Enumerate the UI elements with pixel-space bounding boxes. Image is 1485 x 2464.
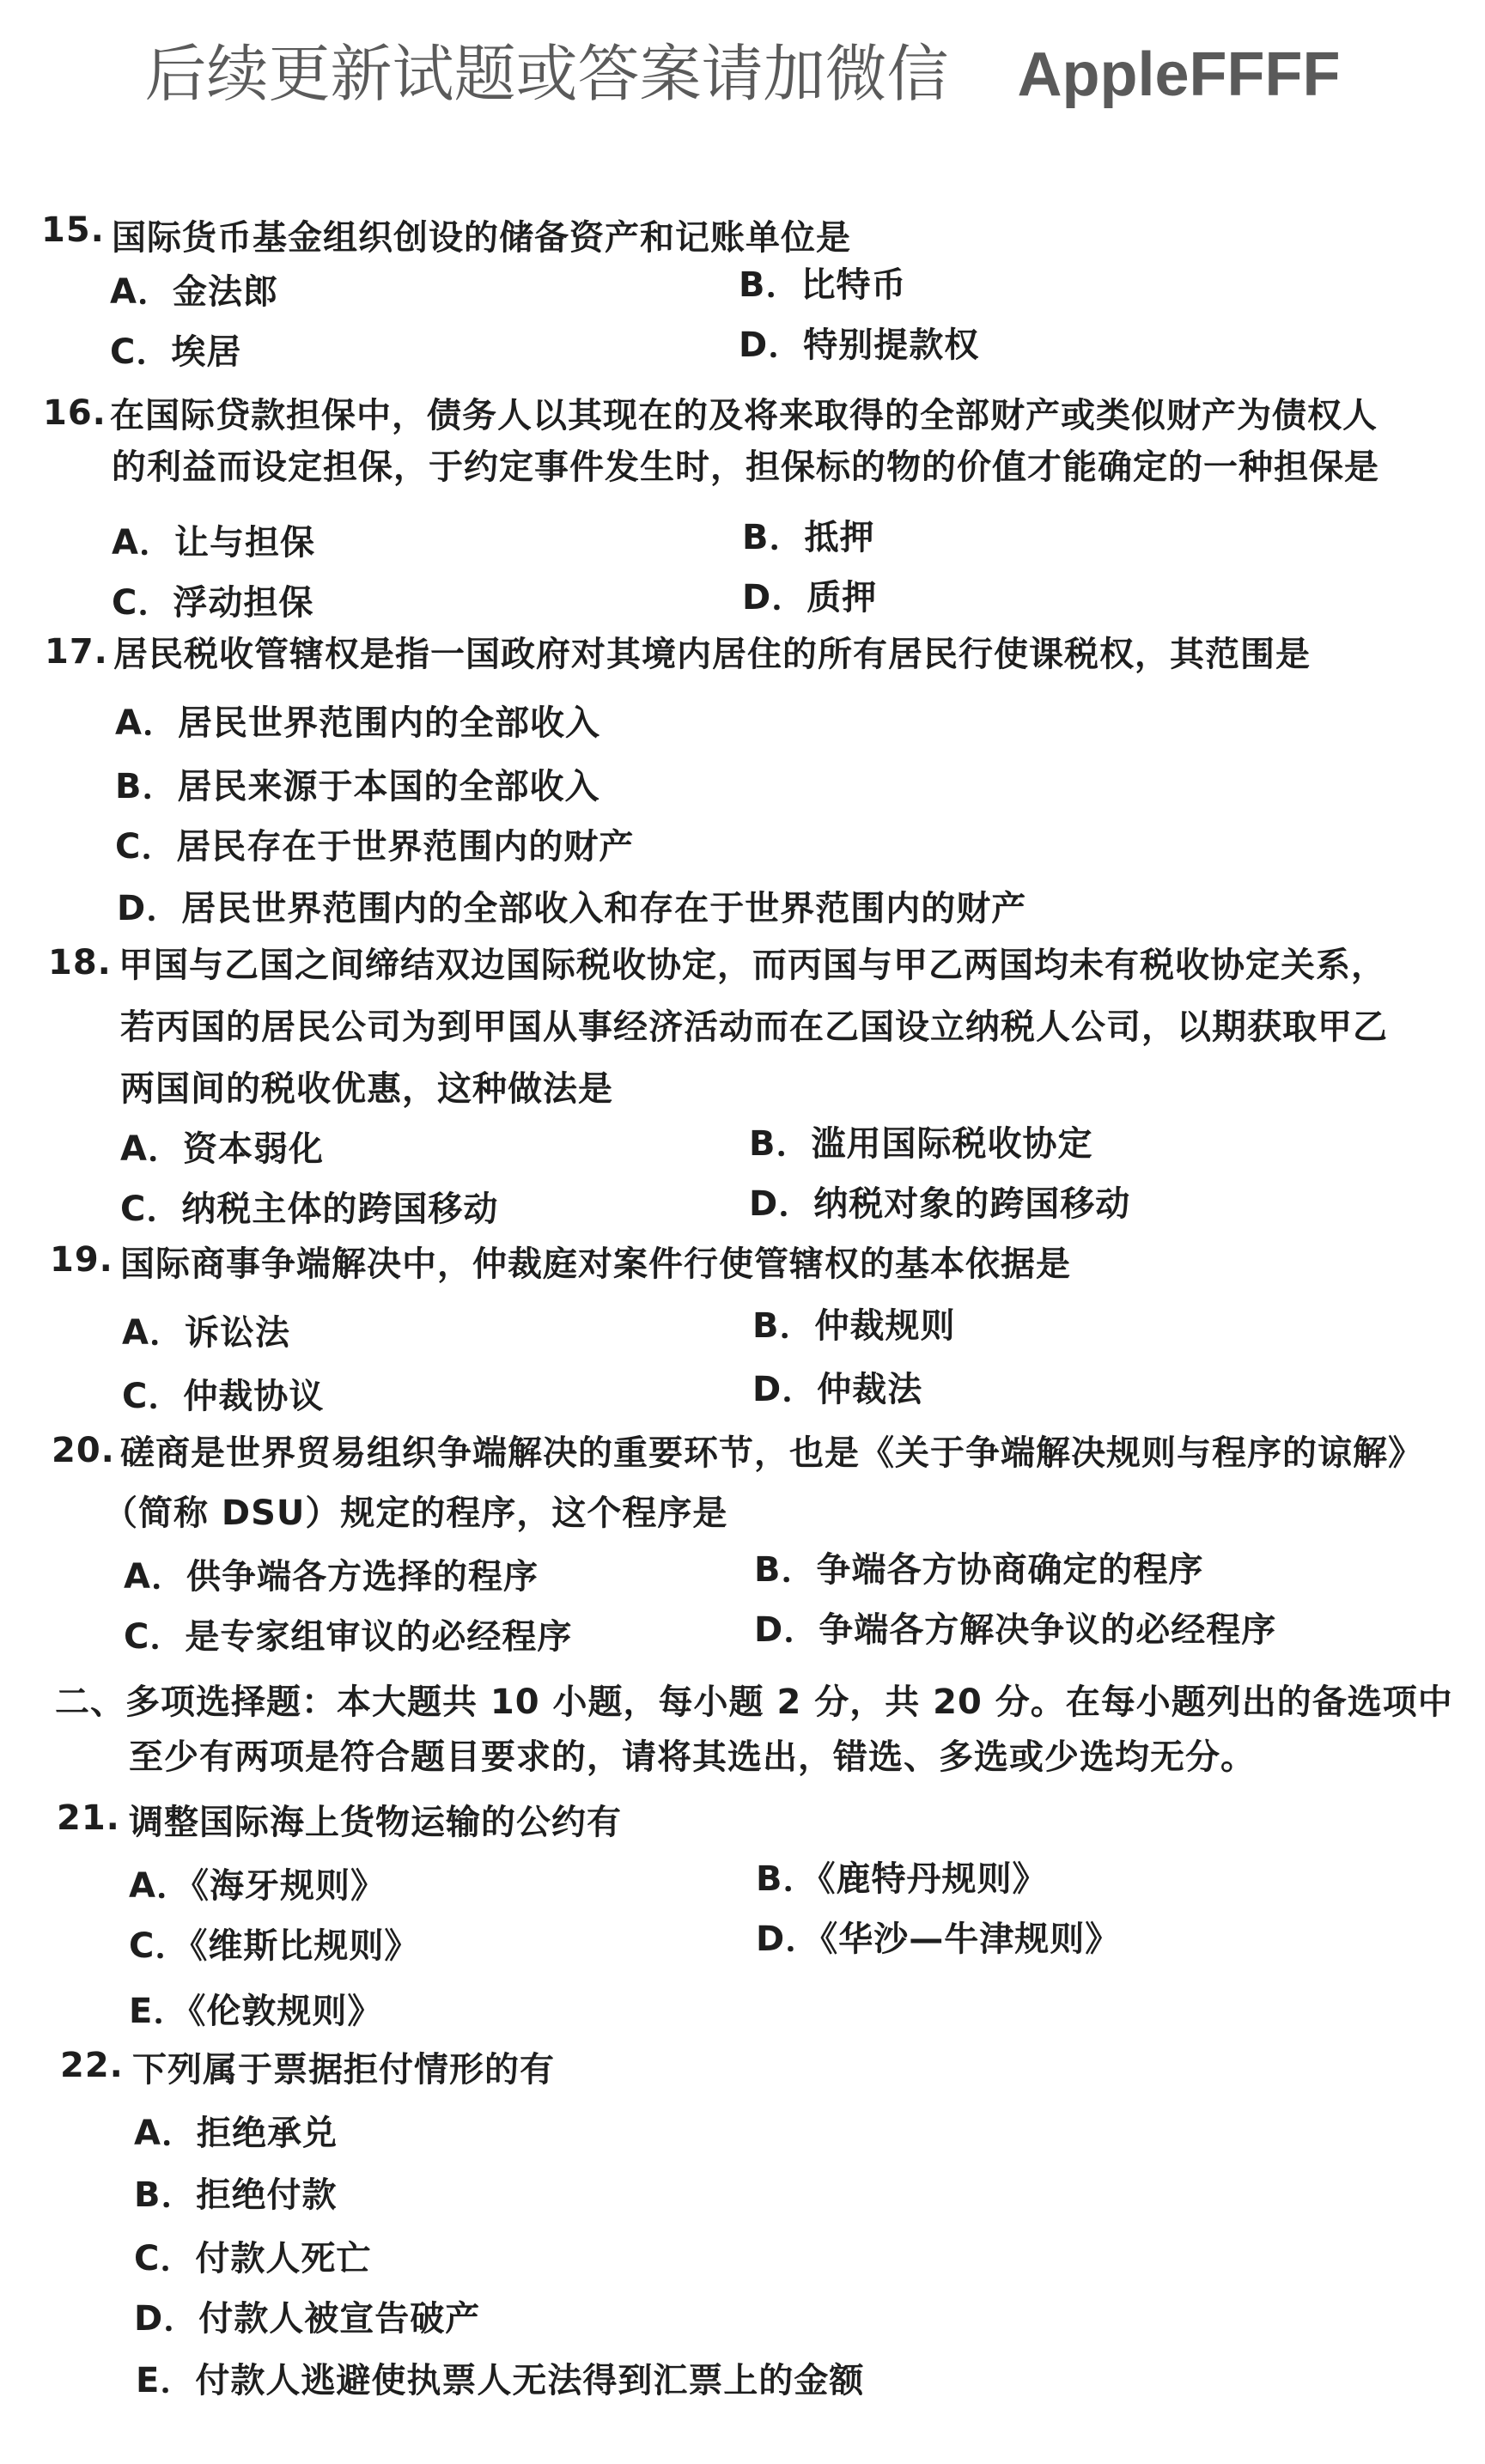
section-instruction: 至少有两项是符合题目要求的，请将其选出，错选、多选或少选均无分。	[129, 1737, 1256, 1777]
question-number: 20.	[52, 1431, 115, 1470]
option: D．质押	[742, 578, 878, 618]
question-stem: 若丙国的居民公司为到甲国从事经济活动而在乙国设立纳税人公司，以期获取甲乙	[120, 1007, 1388, 1047]
option: C．《维斯比规则》	[129, 1926, 420, 1966]
question-number: 21.	[57, 1798, 120, 1838]
option: B．仲裁规则	[752, 1306, 956, 1346]
question-stem: 居民税收管辖权是指一国政府对其境内居住的所有居民行使课税权，其范围是	[113, 635, 1311, 674]
option: D．《华沙—牛津规则》	[756, 1919, 1121, 1959]
banner-wechat-id: AppleFFFF	[1017, 40, 1341, 109]
question-stem: 两国间的税收优惠，这种做法是	[120, 1069, 613, 1109]
banner-text: 后续更新试题或答案请加微信	[144, 38, 949, 110]
question-stem: 在国际贷款担保中，债务人以其现在的及将来取得的全部财产或类似财产为债权人	[110, 396, 1378, 435]
option: D．特别提款权	[739, 325, 980, 365]
option: D．付款人被宣告破产	[134, 2299, 481, 2339]
option: B．抵押	[742, 518, 875, 557]
question-stem: 国际货币基金组织创设的储备资产和记账单位是	[112, 218, 851, 258]
option: A．供争端各方选择的程序	[124, 1557, 539, 1597]
option: B．滥用国际税收协定	[749, 1124, 1093, 1164]
option: C．居民存在于世界范围内的财产	[115, 827, 635, 867]
question-number: 17.	[45, 632, 108, 672]
question-stem: 调整国际海上货物运输的公约有	[129, 1803, 622, 1842]
option: A．居民世界范围内的全部收入	[115, 703, 600, 743]
question-stem: 下列属于票据拒付情形的有	[132, 2050, 555, 2090]
question-stem: 甲国与乙国之间缔结双边国际税收协定，而丙国与甲乙两国均未有税收协定关系，	[119, 946, 1386, 985]
question-stem: 国际商事争端解决中，仲裁庭对案件行使管辖权的基本依据是	[120, 1244, 1071, 1284]
question-stem: （简称 DSU）规定的程序，这个程序是	[103, 1494, 728, 1533]
option: D．居民世界范围内的全部收入和存在于世界范围内的财产	[117, 889, 1027, 928]
option: C．付款人死亡	[134, 2239, 372, 2278]
option: E．《伦敦规则》	[129, 1992, 383, 2031]
option: D．争端各方解决争议的必经程序	[754, 1610, 1277, 1650]
option: A．《海牙规则》	[129, 1866, 386, 1906]
option: B．拒绝付款	[134, 2175, 338, 2215]
option: A．拒绝承兑	[134, 2114, 338, 2153]
question-stem: 磋商是世界贸易组织争端解决的重要环节，也是《关于争端解决规则与程序的谅解》	[120, 1433, 1423, 1473]
wechat-banner	[0, 24, 1485, 113]
option: D．仲裁法	[752, 1370, 923, 1409]
option: C．是专家组审议的必经程序	[124, 1617, 573, 1657]
question-number: 16.	[43, 393, 107, 433]
option: B．争端各方协商确定的程序	[754, 1550, 1204, 1590]
option: C．纳税主体的跨国移动	[120, 1189, 499, 1229]
question-number: 19.	[50, 1240, 113, 1280]
option: A．资本弱化	[120, 1129, 324, 1169]
option: B．比特币	[739, 265, 907, 305]
option: B．居民来源于本国的全部收入	[115, 767, 600, 806]
option: C．埃居	[110, 332, 242, 372]
option: A．诉讼法	[122, 1313, 290, 1353]
question-number: 18.	[48, 943, 112, 983]
section-heading: 二、多项选择题：本大题共 10 小题，每小题 2 分，共 20 分。在每小题列出的备选项中	[55, 1682, 1453, 1722]
option: C．浮动担保	[112, 583, 314, 623]
option: A．金法郎	[110, 272, 278, 312]
option: E．付款人逃避使执票人无法得到汇票上的金额	[136, 2361, 865, 2400]
question-number: 15.	[41, 210, 105, 250]
option: A．让与担保	[112, 523, 315, 563]
option: D．纳税对象的跨国移动	[749, 1184, 1131, 1224]
question-number: 22.	[60, 2046, 124, 2085]
option: B．《鹿特丹规则》	[756, 1859, 1048, 1899]
question-stem: 的利益而设定担保，于约定事件发生时，担保标的物的价值才能确定的一种担保是	[112, 447, 1379, 487]
option: C．仲裁协议	[122, 1377, 325, 1416]
